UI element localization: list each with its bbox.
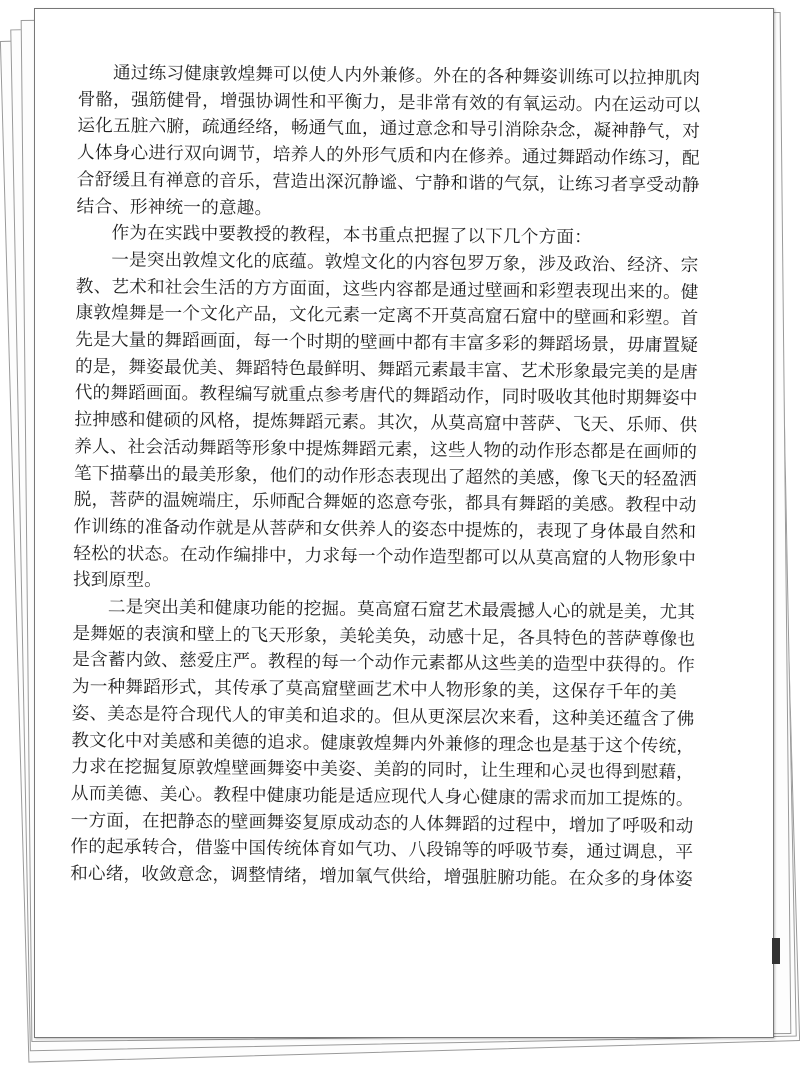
page-edge-mark: [772, 938, 780, 964]
text-line: 教文化中对美感和美德的追求。健康敦煌舞内外兼修的理念也是基于这个传统，: [71, 730, 695, 757]
text-line: 一是突出敦煌文化的底蕴。敦煌文化的内容包罗万象，涉及政治、经济、宗: [111, 250, 699, 276]
text-line: 通过练习健康敦煌舞可以使人内外兼修。外在的各种舞姿训练可以拉抻肌肉: [112, 63, 701, 89]
text-line: 作训练的准备动作就是从菩萨和女供养人的姿态中提炼的，表现了身体最自然和: [73, 516, 697, 543]
text-line: 脱，菩萨的温婉端庄，乐师配合舞姬的恣意夸张，都具有舞蹈的美感。教程中动: [73, 490, 697, 517]
text-line: 先是大量的舞蹈画面，每一个时期的壁画中都有丰富多彩的舞蹈场景，毋庸置疑: [75, 330, 699, 356]
text-line: 为一种舞蹈形式，其传承了莫高窟壁画艺术中人物形象的美，这保存千年的美: [71, 677, 678, 703]
text-line: 找到原型。: [72, 570, 163, 592]
text-line: 是含蓄内敛、慈爱庄严。教程的每一个动作元素都从这些美的造型中获得的。作: [72, 650, 696, 677]
text-line: 是舞姬的表演和壁上的飞天形象，美轮美奂，动感十足，各具特色的菩萨尊像也: [72, 623, 696, 650]
text-line: 人体身心进行双向调节，培养人的外形气质和内在修养。通过舞蹈动作练习，配: [77, 143, 700, 170]
text-line: 康敦煌舞是一个文化产品，文化元素一定离不开莫高窟石窟中的壁画和彩塑。首: [75, 303, 699, 330]
text-line: 一方面，在把静态的壁画舞姿复原成动态的人体舞蹈的过程中，增加了呼吸和动: [70, 810, 694, 837]
page-body-text: [70, 60, 738, 894]
text-line: 作的起承转合，借鉴中国传统体育如气功、八段锦等的呼吸节奏，通过调息，平: [70, 837, 694, 864]
text-line: 拉抻感和健硕的风格，提炼舞蹈元素。其次，从莫高窟中菩萨、飞天、乐师、供: [74, 410, 698, 437]
text-line: 的是，舞姿最优美、舞蹈特色最鲜明、舞蹈元素最丰富、艺术形象最完美的是唐: [74, 356, 698, 383]
text-line: 力求在挖掘复原敦煌壁画舞姿中美姿、美韵的同时，让生理和心灵也得到慰藉，: [71, 757, 695, 784]
text-line: 骨骼，强筋健骨，增强协调性和平衡力，是非常有效的有氧运动。内在运动可以: [77, 89, 701, 116]
text-line: 结合、形神统一的意趣。: [76, 196, 273, 219]
text-line: 养人、社会活动舞蹈等形象中提炼舞蹈元素，这些人物的动作形态都是在画师的: [74, 436, 698, 463]
text-line: 从而美德、美心。教程中健康功能是适应现代人身心健康的需求而加工提炼的。: [70, 783, 694, 810]
text-line: 二是突出美和健康功能的挖掘。莫高窟石窟艺术最震撼人心的就是美，尤其: [107, 597, 696, 624]
text-line: 合舒缓且有禅意的音乐，营造出深沉静谧、宁静和谐的气氛，让练习者享受动静: [76, 169, 700, 196]
text-line: 笔下描摹出的最美形象，他们的动作形态表现出了超然的美感，像飞天的轻盈洒: [73, 463, 697, 490]
text-line: 作为在实践中要教授的教程，本书重点把握了以下几个方面：: [111, 223, 593, 249]
text-line: 和心绪，收敛意念，调整情绪，增加氧气供给，增强脏腑功能。在众多的身体姿: [70, 864, 694, 891]
text-line: 运化五脏六腑，疏通经络，畅通气血，通过意念和导引消除杂念，凝神静气，对: [77, 116, 701, 143]
text-line: 代的舞蹈画面。教程编写就重点参考唐代的舞蹈动作，同时吸收其他时期舞姿中: [74, 383, 698, 410]
text-line: 姿、美态是符合现代人的审美和追求的。但从更深层次来看，这种美还蕴含了佛: [71, 703, 695, 730]
text-line: 轻松的状态。在动作编排中，力求每一个动作造型都可以从莫高窟的人物形象中: [73, 543, 697, 570]
text-line: 教、艺术和社会生活的方方面面，这些内容都是通过壁画和彩塑表现出来的。健: [75, 276, 699, 303]
